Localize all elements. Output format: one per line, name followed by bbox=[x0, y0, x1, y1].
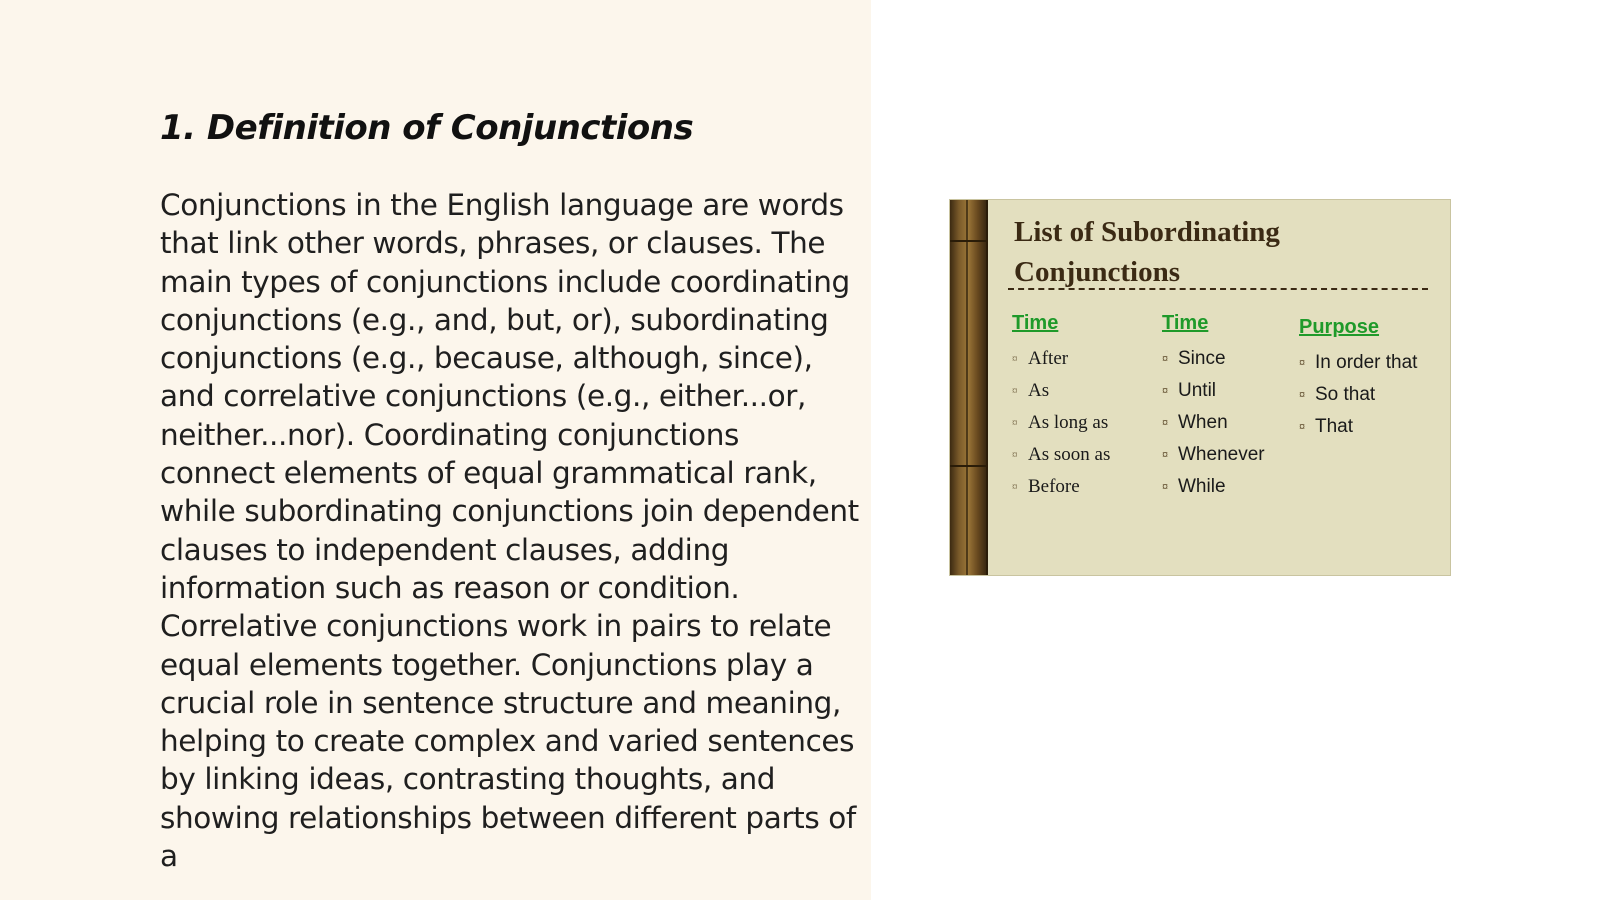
image-title-line2: Conjunctions bbox=[1014, 256, 1180, 288]
bullet-icon: ¤ bbox=[1012, 417, 1018, 429]
image-title bbox=[1014, 212, 1280, 292]
column-time-2 bbox=[1162, 312, 1265, 503]
list-item: ¤ That bbox=[1299, 416, 1354, 437]
list-item: ¤ Whenever bbox=[1162, 444, 1265, 465]
column-header: Time bbox=[1162, 312, 1209, 334]
list-item: ¤ So that bbox=[1299, 384, 1376, 405]
bullet-icon: ¤ bbox=[1162, 417, 1169, 429]
list-item: ¤ Before bbox=[1012, 476, 1080, 497]
bullet-icon: ¤ bbox=[1012, 385, 1018, 397]
column-time-1 bbox=[1012, 312, 1110, 503]
column-header: Time bbox=[1012, 312, 1059, 334]
image-title-line1: List of Subordinating bbox=[1014, 216, 1280, 248]
bullet-icon: ¤ bbox=[1012, 449, 1018, 461]
list-item: ¤ As soon as bbox=[1012, 444, 1111, 465]
list-item: ¤ When bbox=[1162, 412, 1228, 433]
section-heading: 1. Definition of Conjunctions bbox=[160, 108, 694, 148]
title-divider bbox=[1008, 288, 1428, 290]
body-paragraph: Conjunctions in the English language are words that link other words, phrases, or clauses. The main types of conjunctions include coordinating conjunctions (e.g., and, but, or), subordinating conjunctions (e.g., because, although, since), and correlative conjunctions (e.g., either...or, neither...nor). Coordinating conjunctions connect elements of equal grammatical rank, while subordinating conjunctions join dependent clauses to independent clauses, adding information such as reason or condition. Correlative conjunctions work in pairs to relate equal elements together. Conjunctions play a crucial role in sentence structure and meaning, helping to create complex and varied sentences by linking ideas, contrasting thoughts, and showing relationships between different parts of a bbox=[160, 188, 859, 874]
list-item: ¤ After bbox=[1012, 348, 1069, 369]
bullet-icon: ¤ bbox=[1299, 421, 1306, 433]
list-item: ¤ Since bbox=[1162, 348, 1226, 369]
list-item: ¤ Until bbox=[1162, 380, 1217, 401]
bullet-icon: ¤ bbox=[1162, 385, 1169, 397]
column-purpose bbox=[1299, 316, 1417, 443]
bullet-icon: ¤ bbox=[1012, 353, 1018, 365]
bullet-icon: ¤ bbox=[1299, 357, 1306, 369]
column-header: Purpose bbox=[1299, 316, 1380, 338]
bullet-icon: ¤ bbox=[1012, 481, 1018, 493]
bullet-icon: ¤ bbox=[1162, 481, 1169, 493]
subordinating-conjunctions-image bbox=[950, 200, 1450, 575]
bullet-icon: ¤ bbox=[1162, 449, 1169, 461]
wood-border bbox=[950, 200, 988, 575]
bullet-icon: ¤ bbox=[1162, 353, 1169, 365]
bullet-icon: ¤ bbox=[1299, 389, 1306, 401]
list-item: ¤ As bbox=[1012, 380, 1050, 401]
list-item: ¤ In order that bbox=[1299, 352, 1418, 373]
list-item: ¤ As long as bbox=[1012, 412, 1109, 433]
list-item: ¤ While bbox=[1162, 476, 1226, 497]
